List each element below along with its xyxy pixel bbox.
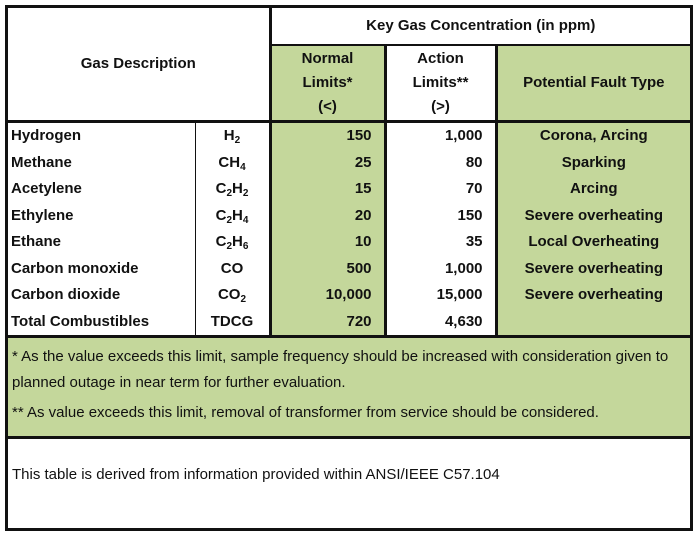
note-single-star: * As the value exceeds this limit, sample frequency should be increased with consideration given to planned outage in near term for further evaluation. <box>12 348 669 391</box>
normal-limits-header <box>270 45 385 122</box>
action-limits-header <box>385 45 496 122</box>
formula-part: H <box>232 180 243 198</box>
formula-part: C <box>215 180 227 198</box>
gas-formula <box>195 309 270 337</box>
fault-type: Severe overheating <box>496 203 690 230</box>
table-row <box>8 176 690 203</box>
formula-subscript: 2 <box>226 188 232 200</box>
table-row <box>8 309 690 337</box>
fault-type: Local Overheating <box>496 229 690 256</box>
normal-line1: Normal <box>301 50 354 67</box>
formula-subscript: 2 <box>240 294 247 306</box>
formula-part: CO <box>217 286 241 304</box>
action-limit: 15,000 <box>385 282 496 309</box>
key-gas-header: Key Gas Concentration (in ppm) <box>270 8 690 45</box>
formula-subscript: 2 <box>242 188 249 200</box>
table-row <box>8 229 690 256</box>
formula-part: CH <box>218 153 241 171</box>
normal-limit: 720 <box>270 309 385 337</box>
gas-formula <box>195 282 270 309</box>
formula-subscript: 6 <box>242 241 249 253</box>
gas-name: Methane <box>11 153 72 171</box>
fault-type: Arcing <box>496 176 690 203</box>
table-row <box>8 282 690 309</box>
formula-subscript: 2 <box>234 135 241 147</box>
normal-limit: 25 <box>270 150 385 177</box>
fault-type: Severe overheating <box>496 282 690 309</box>
action-line1: Action <box>417 50 464 67</box>
formula-part: C <box>215 206 227 224</box>
formula-subscript: 4 <box>240 161 246 173</box>
formula-subscript: 2 <box>226 214 232 226</box>
action-line2: Limits** <box>412 74 469 91</box>
formula-subscript: 4 <box>242 214 249 226</box>
gas-name: Carbon dioxide <box>11 286 121 304</box>
action-limit: 4,630 <box>385 309 496 337</box>
gas-name: Ethylene <box>11 206 74 224</box>
table-row <box>8 150 690 177</box>
gas-name: Ethane <box>11 233 62 251</box>
gas-name: Acetylene <box>11 180 82 198</box>
fault-type <box>496 309 690 337</box>
formula-part: C <box>215 233 227 251</box>
fault-type-header: Potential Fault Type <box>496 45 690 122</box>
note-double-star: ** As value exceeds this limit, removal of transformer from service should be considered. <box>12 404 599 421</box>
gas-formula <box>195 176 270 203</box>
formula-part: H <box>232 233 243 251</box>
key-gas-table <box>5 5 693 531</box>
notes-section <box>8 337 690 438</box>
gas-name: Total Combustibles <box>11 312 150 330</box>
gas-formula <box>195 229 270 256</box>
normal-limit: 20 <box>270 203 385 230</box>
normal-line3: (<) <box>318 98 337 115</box>
action-line3: (>) <box>431 98 450 115</box>
formula-part: H <box>232 206 243 224</box>
gas-description-header: Gas Description <box>8 8 270 122</box>
action-limit: 1,000 <box>385 122 496 150</box>
gas-name: Carbon monoxide <box>11 259 139 277</box>
formula-part: TDCG <box>210 312 254 330</box>
table-row <box>8 256 690 283</box>
normal-limit: 500 <box>270 256 385 283</box>
normal-limit: 10,000 <box>270 282 385 309</box>
normal-limit: 150 <box>270 122 385 150</box>
gas-formula <box>195 150 270 177</box>
formula-part: CO <box>220 259 244 277</box>
gas-formula <box>195 122 270 150</box>
action-limit: 80 <box>385 150 496 177</box>
action-limit: 35 <box>385 229 496 256</box>
formula-part: H <box>223 127 235 145</box>
normal-limit: 10 <box>270 229 385 256</box>
formula-subscript: 2 <box>226 241 232 253</box>
gas-name: Hydrogen <box>11 127 82 145</box>
normal-limit: 15 <box>270 176 385 203</box>
gas-formula <box>195 256 270 283</box>
fault-type: Corona, Arcing <box>496 122 690 150</box>
fault-type: Severe overheating <box>496 256 690 283</box>
normal-line2: Limits* <box>302 74 353 91</box>
gas-formula <box>195 203 270 230</box>
table-row <box>8 203 690 230</box>
action-limit: 150 <box>385 203 496 230</box>
table-row <box>8 122 690 150</box>
action-limit: 70 <box>385 176 496 203</box>
action-limit: 1,000 <box>385 256 496 283</box>
fault-type: Sparking <box>496 150 690 177</box>
footer-source: This table is derived from information provided within ANSI/IEEE C57.104 <box>12 465 500 483</box>
